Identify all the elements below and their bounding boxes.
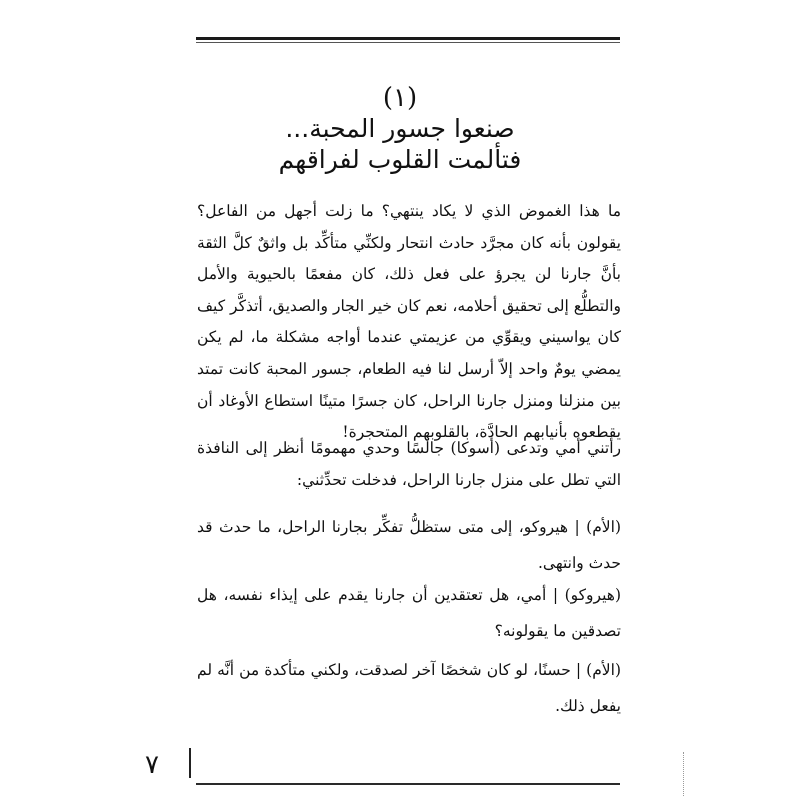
body-paragraph-1: ما هذا الغموض الذي لا يكاد ينتهي؟ ما زلت أجهل من الفاعل؟ يقولون بأنه كان مجرَّد حادث انتحار ولكنِّي متأكِّد بل واثقٌ كلَّ الثقة بأنَّ جارنا لن يجرؤ على فعل ذلك، كان مفعمًا بالحيوية والأمل والتطلُّع إلى تحقيق أحلامه، نعم كان خير الجار والصديق، أتذكَّر كيف كان يواسيني ويقوِّي من عزيمتي عندما أواجه مشكلة ما، لم يكن يمضي يومٌ واحد إلاّ أرسل لنا فيه الطعام، جسور المحبة كانت تمتد بين منزلنا ومنزل جارنا الراحل، كان جسرًا متينًا استطاع الأوغاد أن يقطعوه بأنيابهم الحادَّة، بالقلوبهم المتحجرة!: [197, 202, 621, 442]
page-number: ٧: [145, 750, 159, 780]
dialogue-line-1: (الأم) | هيروكو، إلى متى ستظلُّ تفكِّر بجارنا الراحل، ما حدث قد حدث وانتهى.: [197, 518, 621, 572]
page-number-divider: [189, 748, 191, 778]
dialogue-line-2: (هيروكو) | أمي، هل تعتقدين أن جارنا يقدم على إيذاء نفسه، هل تصدقين ما يقولونه؟: [197, 586, 621, 640]
footer-rule: [196, 783, 620, 785]
header-rule: [196, 37, 620, 40]
header-rule-thin: [196, 42, 620, 43]
chapter-title-line-1: صنعوا جسور المحبة...: [285, 114, 515, 143]
body-paragraph-2: رأتني أمي وتدعى (أسوكا) جالسًا وحدي مهمومًا أنظر إلى النافذة التي تطل على منزل جارنا الراحل، فدخلت تحدِّثني:: [197, 439, 621, 489]
scan-edge-mark: [683, 752, 685, 796]
dialogue-line-3: (الأم) | حسنًا، لو كان شخصًا آخر لصدقت، ولكني متأكدة من أنَّه لم يفعل ذلك.: [197, 661, 621, 715]
chapter-title-line-2: فتألمت القلوب لفراقهم: [278, 145, 522, 174]
chapter-number: (١): [382, 83, 418, 113]
